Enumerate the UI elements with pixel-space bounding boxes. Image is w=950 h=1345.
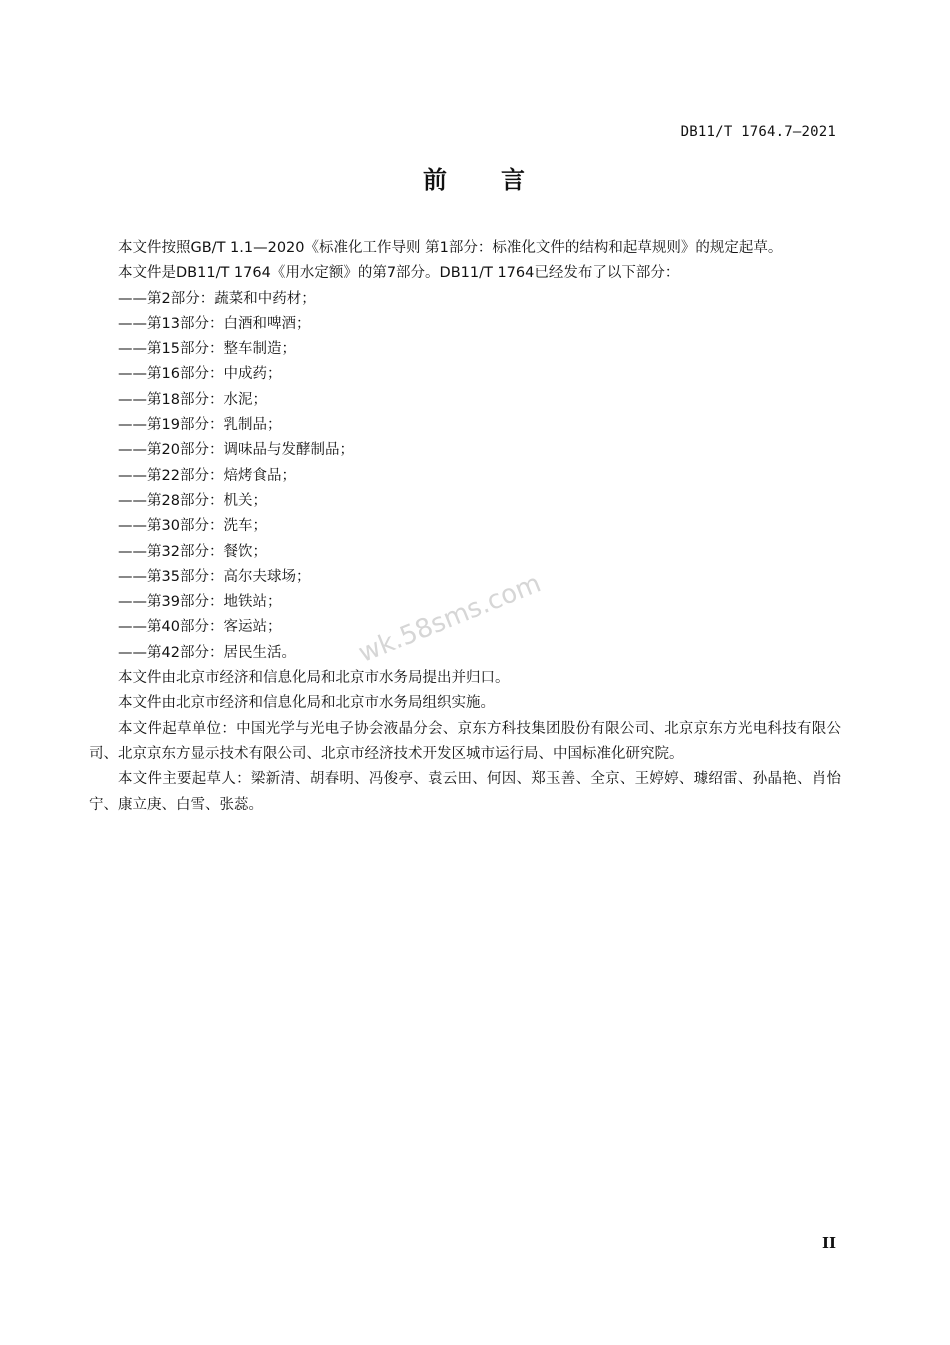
paragraph-part-info: 本文件是DB11/T 1764《用水定额》的第7部分。DB11/T 1764已经发布了以下部分： xyxy=(118,265,680,282)
document-code: DB11/T 1764.7—2021 xyxy=(680,124,836,140)
paragraph-drafting-units: 本文件起草单位：中国光学与光电子协会液晶分会、京东方科技集团股份有限公司、北京京东方光电科技有限公司、北京京东方显示技术有限公司、北京市经济技术开发区城市运行局、中国标准化研究院。 xyxy=(89,720,841,762)
list-item: ——第22部分：焙烤食品； xyxy=(118,467,296,484)
title-char-2: 言 xyxy=(501,166,527,194)
list-item: ——第13部分：白酒和啤酒； xyxy=(118,315,311,332)
paragraph-drafting-rules: 本文件按照GB/T 1.1—2020《标准化工作导则 第1部分：标准化文件的结构和起草规则》的规定起草。 xyxy=(118,240,783,256)
page-title xyxy=(0,160,950,195)
list-item: ——第28部分：机关； xyxy=(118,492,267,509)
list-item: ——第42部分：居民生活。 xyxy=(118,644,296,661)
list-item: ——第35部分：高尔夫球场； xyxy=(118,568,311,585)
list-item: ——第40部分：客运站； xyxy=(118,619,282,636)
paragraph-implementer: 本文件由北京市经济和信息化局和北京市水务局组织实施。 xyxy=(118,695,495,712)
list-item: ——第2部分：蔬菜和中药材； xyxy=(118,290,316,307)
list-item: ——第16部分：中成药； xyxy=(118,366,282,383)
foreword-body xyxy=(89,236,841,818)
list-item: ——第30部分：洗车； xyxy=(118,518,267,535)
list-item: ——第15部分：整车制造； xyxy=(118,341,296,358)
watermark: wk.58sms.com xyxy=(354,568,546,669)
list-item: ——第39部分：地铁站； xyxy=(118,594,282,611)
page-number: II xyxy=(821,1234,836,1252)
published-parts-list xyxy=(89,287,841,669)
list-item: ——第18部分：水泥； xyxy=(118,391,267,408)
paragraph-proposer: 本文件由北京市经济和信息化局和北京市水务局提出并归口。 xyxy=(118,670,510,687)
list-item: ——第20部分：调味品与发酵制品； xyxy=(118,442,354,459)
paragraph-drafters: 本文件主要起草人：梁新清、胡春明、冯俊亭、袁云田、何因、郑玉善、全京、王婷婷、璩绍雷、孙晶艳、肖怡宁、康立庚、白雪、张蕊。 xyxy=(89,771,841,813)
title-char-1: 前 xyxy=(423,166,449,194)
list-item: ——第19部分：乳制品； xyxy=(118,417,282,434)
list-item: ——第32部分：餐饮； xyxy=(118,543,267,560)
